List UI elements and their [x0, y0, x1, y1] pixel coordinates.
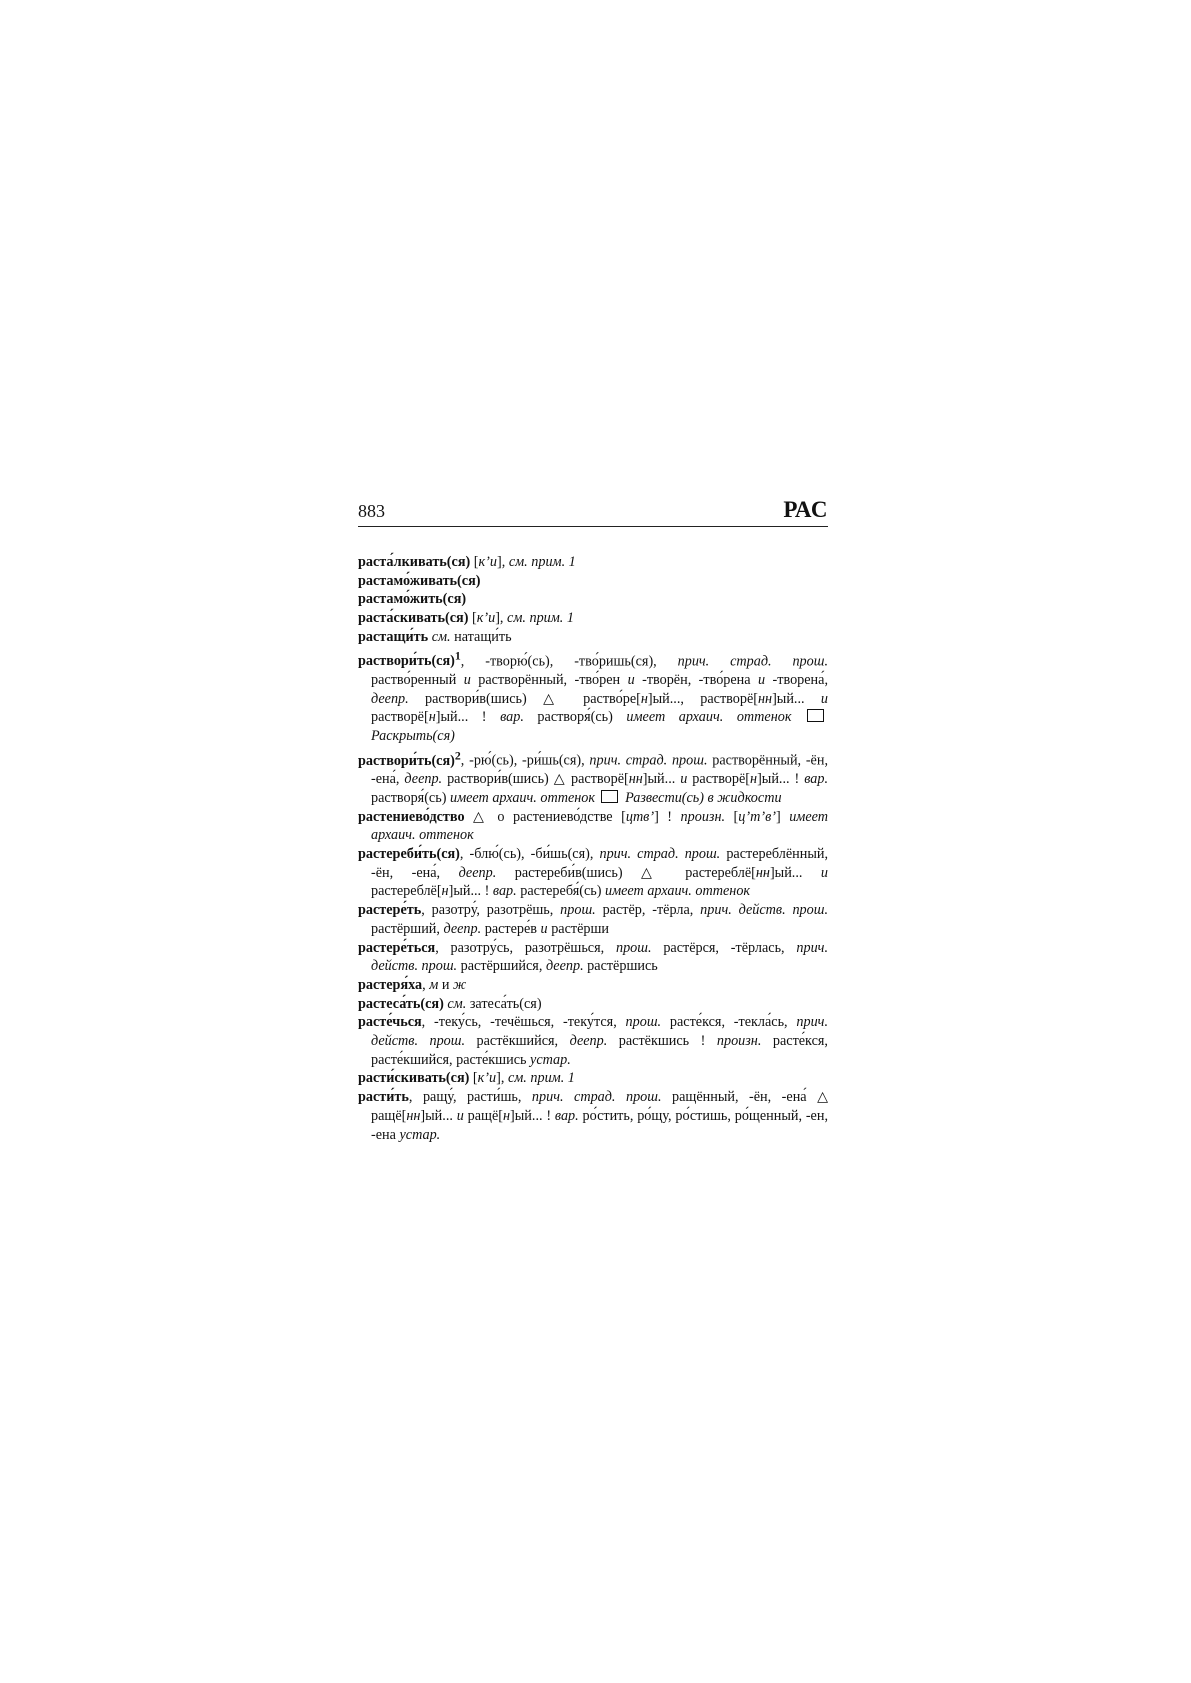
dictionary-entry: расте́чься, -теку́сь, -течёшься, -теку́тся, прош. расте́кся, -текла́сь, прич. действ. прош. растёкшийся, деепр. растёкшись ! произн. расте́кся, расте́кшийся, расте́кшись устар.: [358, 1014, 828, 1068]
grammar-note: к’и: [476, 610, 496, 627]
grammar-note: н: [750, 771, 758, 788]
grammar-note: устар.: [399, 1126, 441, 1143]
grammar-note: нн: [757, 690, 773, 707]
headword: расти́скивать(ся): [358, 1070, 470, 1087]
dictionary-entry: раста́лкивать(ся) [к’и], см. прим. 1: [358, 554, 576, 570]
headword: расти́ть: [358, 1089, 409, 1106]
headword: раста́скивать(ся): [358, 610, 469, 627]
dictionary-entry: [358, 572, 828, 591]
headword: растере́ть: [358, 902, 422, 919]
grammar-note: имеет архаич. оттенок: [626, 709, 792, 726]
meaning-box-icon: [807, 709, 824, 722]
entry-list: [358, 553, 828, 1144]
grammar-note: вар.: [804, 771, 828, 788]
grammar-note: см.: [431, 628, 451, 645]
grammar-note: прич. страд. прош.: [589, 752, 708, 769]
grammar-note: имеет архаич. оттенок: [449, 789, 596, 806]
grammar-note: и: [456, 1107, 464, 1124]
grammar-note: и: [680, 771, 688, 788]
grammar-note: нн: [406, 1107, 421, 1124]
grammar-note: и: [820, 864, 828, 881]
grammar-note: нн: [628, 771, 643, 788]
grammar-note: нн: [755, 864, 770, 881]
grammar-note: н: [428, 709, 436, 726]
headword: расте́чься: [358, 1014, 422, 1031]
grammar-note: вар.: [500, 709, 524, 726]
headword: растереби́ть(ся): [358, 846, 460, 863]
dictionary-entry: раствори́ть(ся)$^2$, -рю́(сь), -ри́шь(ся), прич. страд. прош. растворённый, -ён, -ена́, деепр. раствори́в(шись) △ растворё[нн]ый... и растворё[н]ый... ! вар. растворя́(сь) имеет архаич. оттенок Развести(сь) в жидкости: [358, 747, 828, 806]
grammar-note: вар.: [492, 883, 517, 900]
grammar-note: прош.: [615, 939, 652, 956]
grammar-note: прич. действ. прош.: [371, 939, 828, 975]
grammar-note: н: [441, 883, 449, 900]
grammar-note: прич. действ. прош.: [371, 1014, 828, 1050]
headword: растамо́живать(ся): [358, 572, 481, 589]
grammar-note: имеет архаич. оттенок: [371, 808, 828, 844]
grammar-note: ц’т’в’: [738, 808, 776, 825]
headword: раствори́ть(ся)$^1$: [358, 648, 461, 670]
grammar-note: деепр.: [443, 920, 482, 937]
grammar-note: н: [503, 1107, 511, 1124]
grammar-note: прош.: [625, 1014, 662, 1031]
grammar-note: имеет архаич. оттенок: [604, 883, 751, 900]
headword: растеса́ть(ся): [358, 995, 444, 1012]
grammar-note: и: [820, 690, 828, 707]
headword: растениево́дство: [358, 808, 465, 825]
dictionary-entry: расти́скивать(ся) [к’и], см. прим. 1: [358, 1070, 575, 1087]
grammar-note: устар.: [530, 1051, 571, 1068]
dictionary-entry: растереби́ть(ся), -блю́(сь), -би́шь(ся), прич. страд. прош. растереблённый, -ён, -ена́, деепр. растереби́в(шись) △ растереблё[нн]ый... и растереблё[н]ый... ! вар. растеребя́(сь) имеет архаич. оттенок: [358, 846, 828, 900]
grammar-note: Развести(сь) в жидкости: [625, 789, 782, 806]
grammar-note: деепр.: [458, 864, 497, 881]
grammar-note: прич. страд. прош.: [599, 846, 721, 863]
grammar-note: и: [540, 920, 548, 937]
dictionary-entry: растере́ть, разотру́, разотрёшь, прош. растёр, -тёрла, прич. действ. прош. растёрший, деепр. растере́в и растёрши: [358, 902, 829, 937]
dictionary-entry: раста́скивать(ся) [к’и], см. прим. 1: [358, 610, 574, 627]
dictionary-entry: расти́ть, ращу́, расти́шь, прич. страд. прош. ращённый, -ён, -ена́ △ ращё[нн]ый... и ращё[н]ый... ! вар. ро́стить, ро́щу, ро́стишь, ро́щенный, -ен, -ена устар.: [358, 1089, 828, 1143]
grammar-note: прич. действ. прош.: [700, 902, 829, 919]
grammar-note: см.: [447, 995, 467, 1012]
grammar-note: прич. страд. прош.: [677, 653, 828, 670]
grammar-note: см. прим. 1: [507, 610, 574, 627]
grammar-note: произн.: [680, 808, 726, 825]
grammar-note: и: [627, 671, 635, 688]
grammar-note: и: [758, 671, 766, 688]
grammar-note: деепр.: [404, 771, 443, 788]
meaning-box-icon: [601, 790, 618, 803]
grammar-note: цтв’: [625, 808, 655, 825]
grammar-note: ж: [452, 976, 467, 993]
page-header: [358, 496, 828, 527]
headword: растащи́ть: [358, 628, 429, 645]
grammar-note: м: [429, 976, 439, 993]
headword: раста́лкивать(ся): [358, 554, 471, 570]
grammar-note: к’и: [477, 1070, 497, 1087]
grammar-note: деепр.: [569, 1033, 608, 1050]
grammar-note: см. прим. 1: [508, 554, 576, 570]
dictionary-entry: раствори́ть(ся)$^1$, -творю́(сь), -тво́ришь(ся), прич. страд. прош. раство́ренный и растворённый, -тво́рен и -творён, -тво́рена и -творена́, деепр. раствори́в(шись) △ раство́ре[н]ый..., растворё[нн]ый... и растворё[н]ый... ! вар. растворя́(сь) имеет архаич. оттенок Раскрыть(ся): [358, 648, 828, 745]
dictionary-entry: растениево́дство △ о растениево́дстве [цтв’] ! произн. [ц’т’в’] имеет архаич. оттенок: [358, 808, 828, 844]
headword: растамо́жить(ся): [358, 591, 467, 608]
grammar-note: деепр.: [371, 690, 409, 707]
dictionary-entry: растере́ться, разотру́сь, разотрёшься, прош. растёрся, -тёрлась, прич. действ. прош. растёршийся, деепр. растёршись: [358, 939, 828, 975]
grammar-note: прич. страд. прош.: [531, 1089, 662, 1106]
dictionary-entry: растеря́ха, м и ж: [358, 976, 467, 993]
grammar-note: прош.: [560, 902, 596, 919]
grammar-note: к’и: [478, 554, 497, 570]
dictionary-entry: [358, 590, 828, 609]
page-number: 883: [358, 501, 385, 521]
dictionary-entry: растеса́ть(ся) см. затеса́ть(ся): [358, 995, 542, 1012]
grammar-note: и: [463, 671, 471, 688]
grammar-note: Раскрыть(ся): [371, 728, 455, 745]
dictionary-entry: растащи́ть см. натащи́ть: [358, 628, 512, 645]
dictionary-page: [358, 496, 828, 1144]
grammar-note: вар.: [554, 1107, 579, 1124]
headword: растере́ться: [358, 939, 436, 956]
grammar-note: произн.: [716, 1033, 762, 1050]
grammar-note: деепр.: [545, 958, 584, 975]
running-head: РАС: [783, 497, 828, 522]
grammar-note: н: [640, 690, 648, 707]
grammar-note: см. прим. 1: [507, 1070, 575, 1087]
headword: раствори́ть(ся)$^2$: [358, 747, 461, 769]
headword: растеря́ха: [358, 976, 423, 993]
